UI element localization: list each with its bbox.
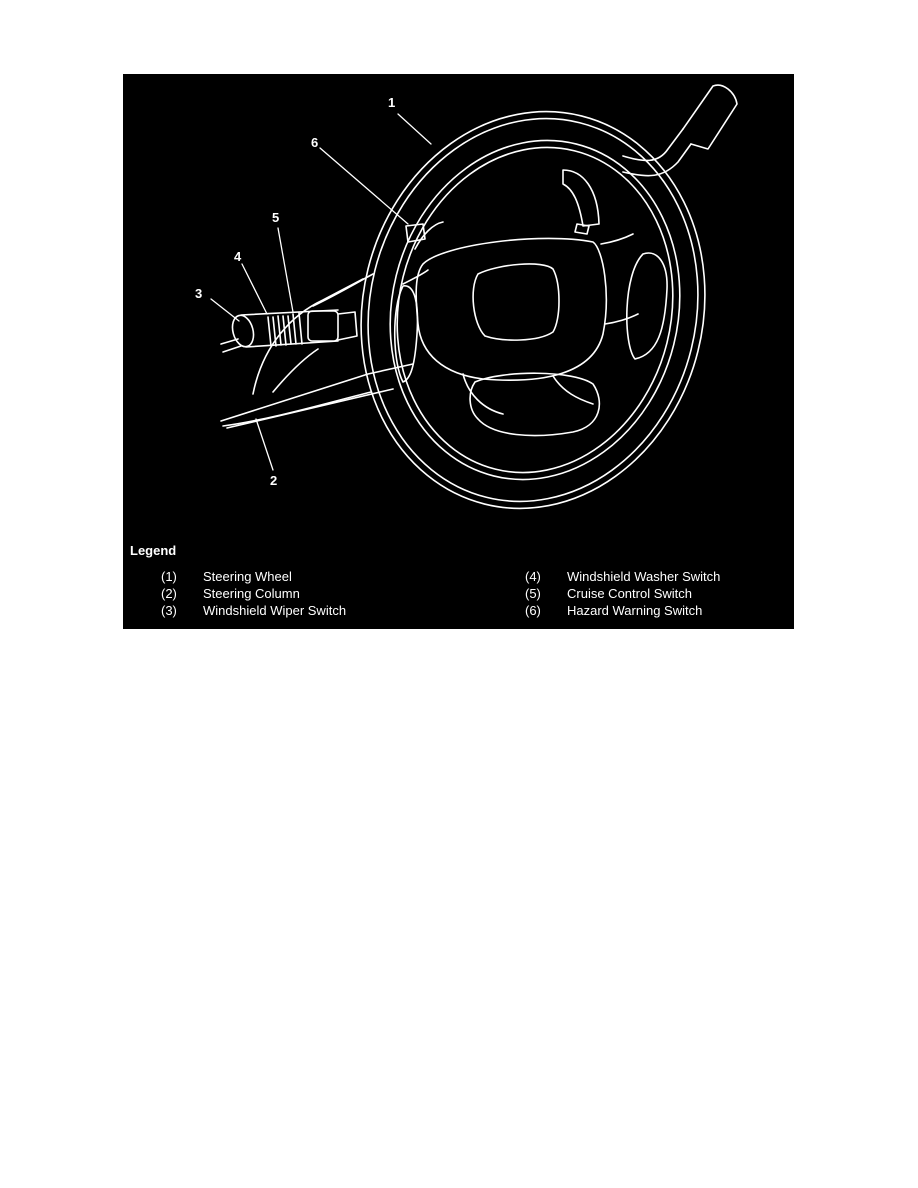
- leader-line-1: [398, 114, 431, 144]
- callout-2: 2: [270, 473, 278, 488]
- legend-item: [161, 602, 346, 619]
- legend-title: Legend: [130, 543, 177, 558]
- legend-item: [525, 585, 720, 602]
- legend-item-number: (5): [525, 586, 541, 601]
- legend-item-number: (3): [161, 603, 177, 618]
- legend-right-column: [525, 568, 720, 619]
- legend-item-label: Hazard Warning Switch: [567, 603, 703, 618]
- legend-left-column: [161, 568, 346, 619]
- leader-line-2: [256, 419, 273, 470]
- leader-line-5: [278, 228, 293, 312]
- legend-item: [161, 585, 346, 602]
- leader-line-6: [320, 148, 408, 224]
- leader-lines: [211, 114, 431, 470]
- legend-item: [525, 602, 720, 619]
- legend-item-label: Cruise Control Switch: [567, 586, 692, 601]
- legend-item-label: Windshield Wiper Switch: [203, 603, 347, 618]
- legend-item-number: (1): [161, 569, 177, 584]
- steering-wheel-figure: [123, 74, 794, 629]
- callout-4: 4: [234, 249, 242, 264]
- leader-line-4: [242, 264, 267, 314]
- callout-3: 3: [195, 286, 203, 301]
- gear-selector-lever: [623, 85, 737, 176]
- legend-item-number: (2): [161, 586, 177, 601]
- legend-item-label: Steering Column: [203, 586, 300, 601]
- legend-item-number: (4): [525, 569, 541, 584]
- legend-item-label: Windshield Washer Switch: [567, 569, 721, 584]
- legend-item: [525, 568, 720, 585]
- leader-line-3: [211, 299, 239, 321]
- callout-6: 6: [311, 135, 319, 150]
- multifunction-stalk: [221, 310, 357, 352]
- legend-item-label: Steering Wheel: [203, 569, 292, 584]
- callout-1: 1: [388, 95, 396, 110]
- steering-wheel-illustration: [123, 74, 794, 629]
- callout-5: 5: [272, 210, 280, 225]
- steering-wheel: [320, 75, 747, 545]
- legend-item: [161, 568, 346, 585]
- legend-item-number: (6): [525, 603, 541, 618]
